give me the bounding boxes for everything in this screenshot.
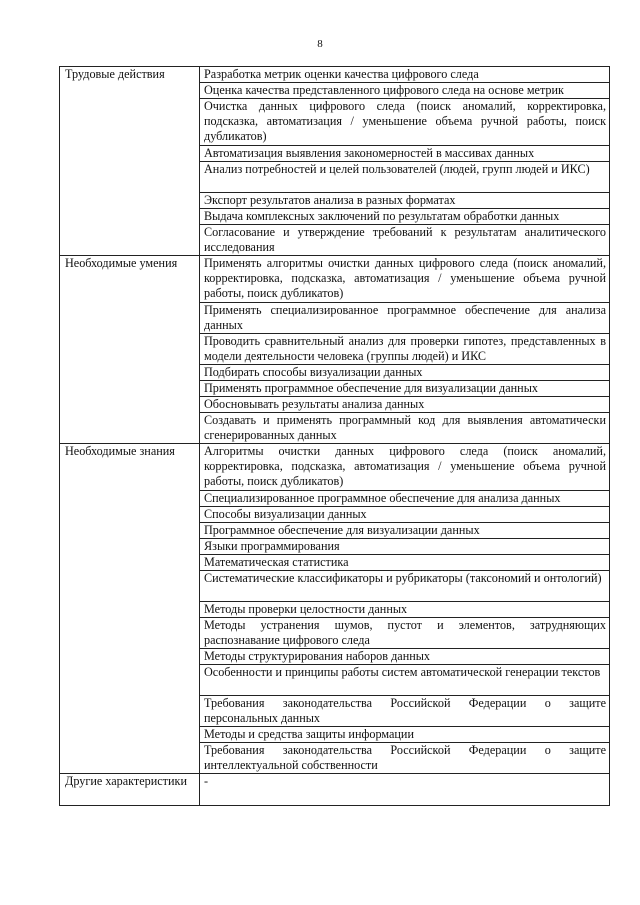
section-item	[200, 649, 610, 665]
section-item-text: Методы структурирования наборов данных	[204, 649, 431, 663]
section-item	[200, 334, 610, 365]
section-item	[200, 146, 610, 162]
section-label: Другие характеристики	[60, 774, 200, 806]
section-item-text: Способы визуализации данных	[204, 507, 367, 521]
section-item	[200, 539, 610, 555]
section-item-text: Подбирать способы визуализации данных	[204, 365, 423, 379]
section-item-text: Автоматизация выявления закономерностей в массивах данных	[204, 146, 535, 160]
section-item	[200, 571, 610, 602]
section-item	[200, 743, 610, 774]
section-item-text: Согласование и утверждение требований к результатам аналитического исследования	[204, 225, 606, 254]
characteristics-table	[59, 66, 610, 806]
section-item	[200, 67, 610, 83]
section-item-text: Анализ потребностей и целей пользователей (людей, групп людей и ИКС)	[204, 162, 590, 176]
section-item	[200, 381, 610, 397]
section-item-text: Систематические классификаторы и рубрикаторы (таксономий и онтологий)	[204, 571, 602, 585]
section-label: Необходимые умения	[60, 256, 200, 444]
section-item	[200, 774, 610, 806]
section-item	[200, 523, 610, 539]
section-item	[200, 256, 610, 303]
section-item-text: Создавать и применять программный код для выявления автоматически сгенерированных данных	[204, 413, 606, 442]
section-item	[200, 602, 610, 618]
section-item	[200, 665, 610, 696]
section-item	[200, 193, 610, 209]
section-item	[200, 209, 610, 225]
section-item	[200, 225, 610, 256]
section-item-text: Методы проверки целостности данных	[204, 602, 408, 616]
section-item-text: Специализированное программное обеспечение для анализа данных	[204, 491, 561, 505]
section-item-text: Языки программирования	[204, 539, 340, 553]
section-item	[200, 491, 610, 507]
section-item-text: Выдача комплексных заключений по результатам обработки данных	[204, 209, 560, 223]
section-item	[200, 696, 610, 727]
section-item-text: Проводить сравнительный анализ для проверки гипотез, представленных в модели деятельности человека (группы людей) и ИКС	[204, 334, 606, 363]
section-item	[200, 397, 610, 413]
section-item	[200, 444, 610, 491]
section-item-text: Применять программное обеспечение для визуализации данных	[204, 381, 538, 395]
section-item	[200, 507, 610, 523]
section-item-text: Разработка метрик оценки качества цифрового следа	[204, 67, 479, 81]
section-label: Необходимые знания	[60, 444, 200, 774]
section-item	[200, 727, 610, 743]
section-item-text: Программное обеспечение для визуализации данных	[204, 523, 480, 537]
section-item-text: Очистка данных цифрового следа (поиск аномалий, корректировка, подсказка, автоматизация / уменьшение объема ручной работы, поиск дубликатов)	[204, 99, 606, 143]
section-item-text: Оценка качества представленного цифрового следа на основе метрик	[204, 83, 564, 97]
table-row	[60, 444, 610, 491]
section-item	[200, 618, 610, 649]
section-item	[200, 83, 610, 99]
section-item-text: Алгоритмы очистки данных цифрового следа (поиск аномалий, корректировка, подсказка, автоматизация / уменьшение объема ручной работы, поиск дубликатов)	[204, 444, 606, 488]
section-item-text: Требования законодательства Российской Федерации о защите персональных данных	[204, 696, 606, 725]
section-item-text: -	[204, 774, 209, 788]
section-item-text: Применять специализированное программное обеспечение для анализа данных	[204, 303, 606, 332]
page-number: 8	[317, 38, 323, 50]
section-item-text: Математическая статистика	[204, 555, 349, 569]
section-item	[200, 413, 610, 444]
section-item	[200, 365, 610, 381]
section-label: Трудовые действия	[60, 67, 200, 256]
section-item	[200, 99, 610, 146]
section-item-text: Экспорт результатов анализа в разных форматах	[204, 193, 456, 207]
section-item-text: Особенности и принципы работы систем автоматической генерации текстов	[204, 665, 601, 679]
table-row	[60, 774, 610, 806]
section-item-text: Методы и средства защиты информации	[204, 727, 414, 741]
table-row	[60, 67, 610, 83]
section-item	[200, 303, 610, 334]
section-item-text: Требования законодательства Российской Федерации о защите интеллектуальной собственности	[204, 743, 606, 772]
section-item-text: Методы устранения шумов, пустот и элементов, затрудняющих распознавание цифрового следа	[204, 618, 606, 647]
section-item	[200, 162, 610, 193]
section-item-text: Применять алгоритмы очистки данных цифрового следа (поиск аномалий, корректировка, подсказка, автоматизация / уменьшение объема ручной работы, поиск дубликатов)	[204, 256, 606, 300]
section-item-text: Обосновывать результаты анализа данных	[204, 397, 425, 411]
section-item	[200, 555, 610, 571]
table-row	[60, 256, 610, 303]
